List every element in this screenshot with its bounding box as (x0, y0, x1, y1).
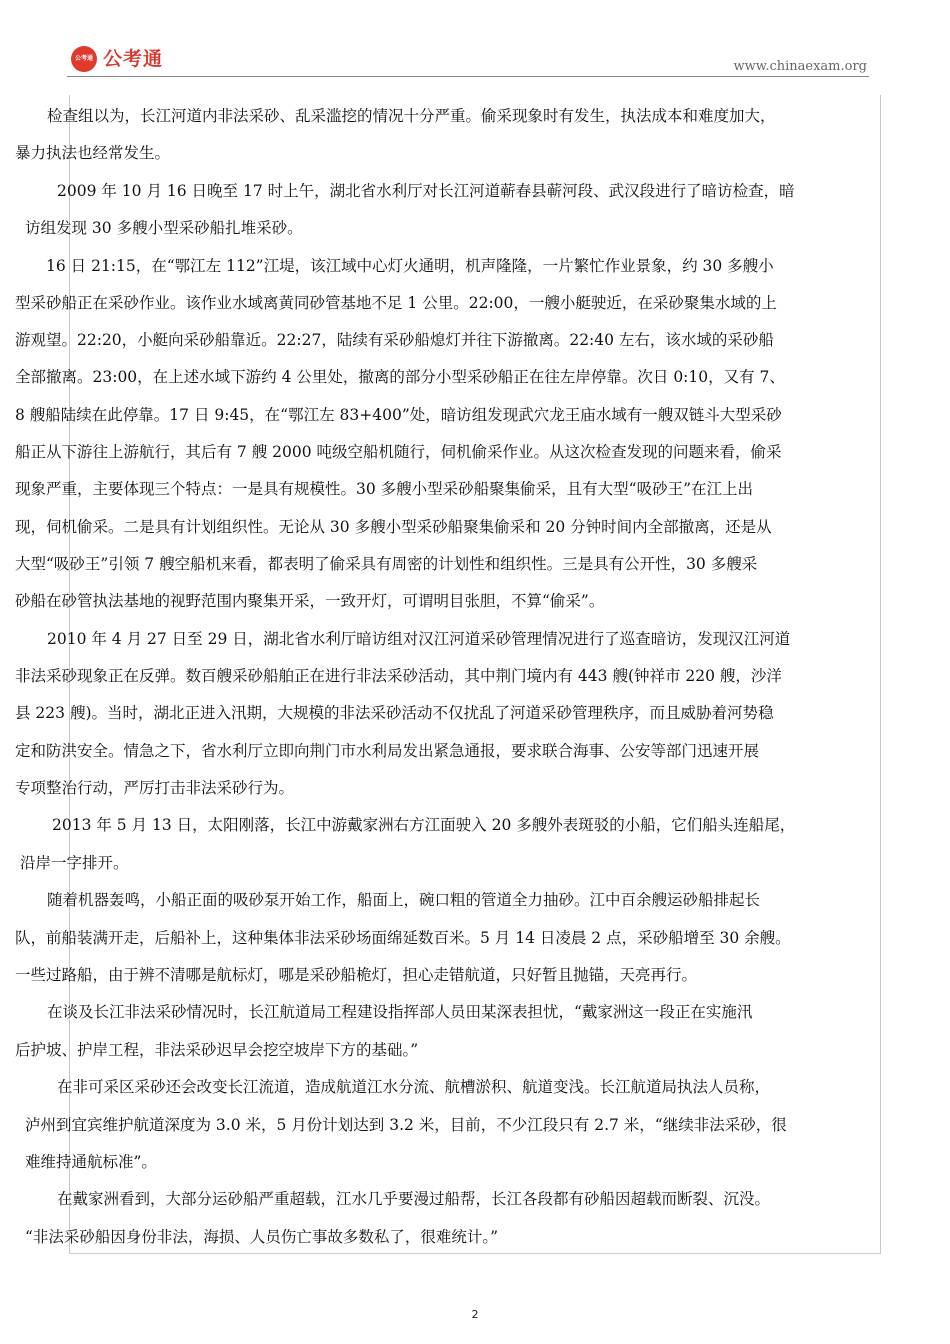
text-line: 难维持通航标准”。 (25, 1153, 157, 1171)
text-line: 一些过路船，由于辨不清哪是航标灯，哪是采砂船桅灯，担心走错航道，只好暂且抛锚，天亮再行。 (15, 966, 698, 984)
text-line: 2013 年 5 月 13 日，太阳刚落，长江中游戴家洲右方江面驶入 20 多艘外表斑驳的小船，它们船头连船尾， (52, 816, 796, 834)
text-line: 后护坡、护岸工程，非法采砂迟早会挖空坡岸下方的基础。” (15, 1041, 419, 1059)
logo-icon: 公考通 (71, 46, 97, 72)
text-line: 专项整治行动，严厉打击非法采砂行为。 (15, 779, 295, 797)
page-header (67, 42, 869, 77)
text-line: 型采砂船正在采砂作业。该作业水域离黄同砂管基地不足 1 公里。22:00，一艘小艇驶近，在采砂聚集水域的上 (15, 294, 777, 312)
text-line: 随着机器轰鸣，小船正面的吸砂泵开始工作，船面上，碗口粗的管道全力抽砂。江中百余艘运砂船排起长 (47, 891, 761, 909)
text-line: 检查组以为，长江河道内非法采砂、乱采滥挖的情况十分严重。偷采现象时有发生，执法成本和难度加大， (47, 107, 776, 125)
text-line: 现象严重，主要体现三个特点：一是具有规模性。30 多艘小型采砂船聚集偷采，且有大型“吸砂王”在江上出 (15, 480, 754, 498)
logo-text: 公考通 (103, 48, 164, 70)
text-line: 2010 年 4 月 27 日至 29 日，湖北省水利厅暗访组对汉江河道采砂管理情况进行了巡查暗访，发现汉江河道 (47, 630, 791, 648)
site-url: www.chinaexam.org (733, 59, 867, 74)
text-line: 队，前船装满开走，后船补上，这种集体非法采砂场面绵延数百米。5 月 14 日凌晨 2 点，采砂船增至 30 余艘。 (15, 929, 791, 947)
text-line: 16 日 21:15，在“鄂江左 112”江堤，该江域中心灯火通明，机声隆隆，一片繁忙作业景象，约 30 多艘小 (46, 257, 774, 275)
text-line: 县 223 艘)。当时，湖北正进入汛期，大规模的非法采砂活动不仅扰乱了河道采砂管理秩序，而且威胁着河势稳 (15, 704, 774, 722)
text-line: 现，伺机偷采。二是具有计划组织性。无论从 30 多艘小型采砂船聚集偷采和 20 分钟时间内全部撤离，还是从 (15, 518, 772, 536)
text-line: 泸州到宜宾维护航道深度为 3.0 米，5 月份计划达到 3.2 米，目前，不少江段只有 2.7 米，“继续非法采砂，很 (25, 1116, 787, 1134)
text-line: 非法采砂现象正在反弹。数百艘采砂船舶正在进行非法采砂活动，其中荆门境内有 443 艘(钟祥市 220 艘，沙洋 (15, 667, 782, 685)
text-line: 2009 年 10 月 16 日晚至 17 时上午，湖北省水利厅对长江河道蕲春县蕲河段、武汉段进行了暗访检查，暗 (57, 182, 795, 200)
text-line: 游观望。22:20，小艇向采砂船靠近。22:27，陆续有采砂船熄灯并往下游撤离。22:40 左右，该水域的采砂船 (15, 331, 774, 349)
text-line: 在戴家洲看到，大部分运砂船严重超载，江水几乎要漫过船帮，长江各段都有砂船因超载而断裂、沉没。 (57, 1190, 771, 1208)
text-line: 定和防洪安全。情急之下，省水利厅立即向荆门市水利局发出紧急通报，要求联合海事、公安等部门迅速开展 (15, 742, 760, 760)
text-line: 船正从下游往上游航行，其后有 7 艘 2000 吨级空船机随行，伺机偷采作业。从这次检查发现的问题来看，偷采 (15, 443, 782, 461)
text-line: 大型“吸砂王”引领 7 艘空船机来看，都表明了偷采具有周密的计划性和组织性。三是具有公开性，30 多艘采 (15, 555, 758, 573)
text-line: 8 艘船陆续在此停靠。17 日 9:45，在“鄂江左 83+400”处，暗访组发现武穴龙王庙水域有一艘双链斗大型采砂 (15, 406, 782, 424)
text-line: 在非可采区采砂还会改变长江流道，造成航道江水分流、航槽淤积、航道变浅。长江航道局执法人员称， (57, 1078, 771, 1096)
page-number: 2 (471, 1308, 479, 1321)
text-line: 沿岸一字排开。 (20, 854, 129, 872)
text-line: 砂船在砂管执法基地的视野范围内聚集开采，一致开灯，可谓明目张胆，不算“偷采”。 (15, 592, 605, 610)
text-line: 暴力执法也经常发生。 (15, 144, 171, 162)
text-line: “非法采砂船因身份非法，海损、人员伤亡事故多数私了，很难统计。” (25, 1228, 499, 1246)
text-line: 在谈及长江非法采砂情况时，长江航道局工程建设指挥部人员田某深表担忧，“戴家洲这一段正在实施汛 (47, 1003, 753, 1021)
text-line: 全部撤离。23:00，在上述水域下游约 4 公里处，撤离的部分小型采砂船正在往左岸停靠。次日 0:10，又有 7、 (15, 368, 785, 386)
text-line: 访组发现 30 多艘小型采砂船扎堆采砂。 (25, 219, 303, 237)
